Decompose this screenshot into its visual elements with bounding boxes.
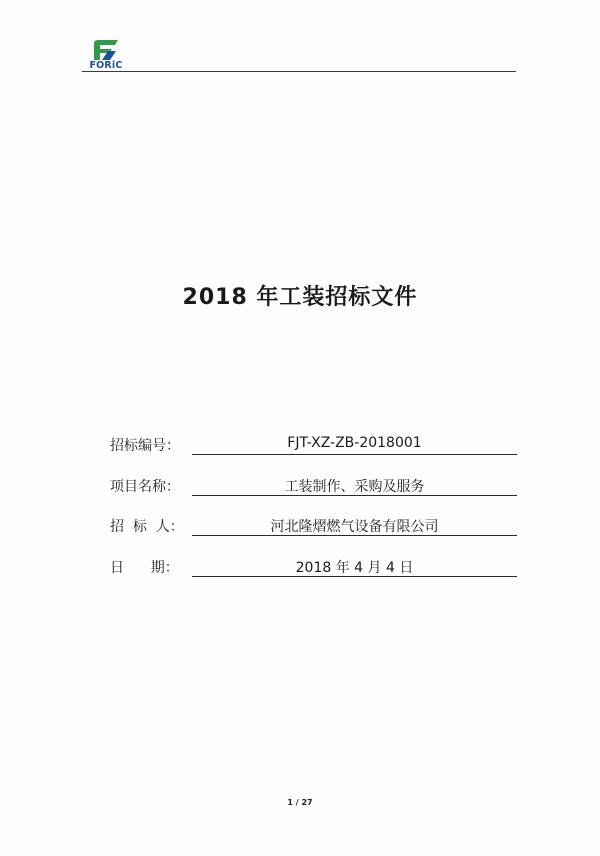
field-value: 工装制作、采购及服务 bbox=[284, 479, 425, 495]
field-underline bbox=[192, 576, 517, 577]
field-row-project-name bbox=[110, 474, 520, 498]
field-label: 招 标 人： bbox=[110, 519, 184, 535]
field-label: 项目名称： bbox=[110, 479, 180, 495]
field-underline bbox=[192, 454, 517, 455]
field-value: FJT-XZ-ZB-2018001 bbox=[287, 435, 422, 451]
page-number: 1 / 27 bbox=[287, 798, 313, 807]
field-value: 2018 年 4 月 4 日 bbox=[295, 560, 414, 576]
field-value: 河北隆熠燃气设备有限公司 bbox=[270, 519, 439, 535]
field-row-date bbox=[110, 555, 520, 579]
field-underline bbox=[192, 495, 517, 496]
logo-mark-icon bbox=[84, 38, 128, 62]
field-label: 日 期： bbox=[110, 560, 179, 576]
logo-text: FORiC bbox=[89, 60, 123, 71]
company-logo bbox=[84, 38, 128, 72]
field-row-tender-number bbox=[110, 433, 520, 457]
field-underline bbox=[192, 535, 517, 536]
field-row-tenderer bbox=[110, 514, 520, 538]
document-title: 2018 年工装招标文件 bbox=[182, 285, 418, 310]
field-label: 招标编号： bbox=[110, 438, 180, 454]
header-divider bbox=[82, 71, 516, 72]
